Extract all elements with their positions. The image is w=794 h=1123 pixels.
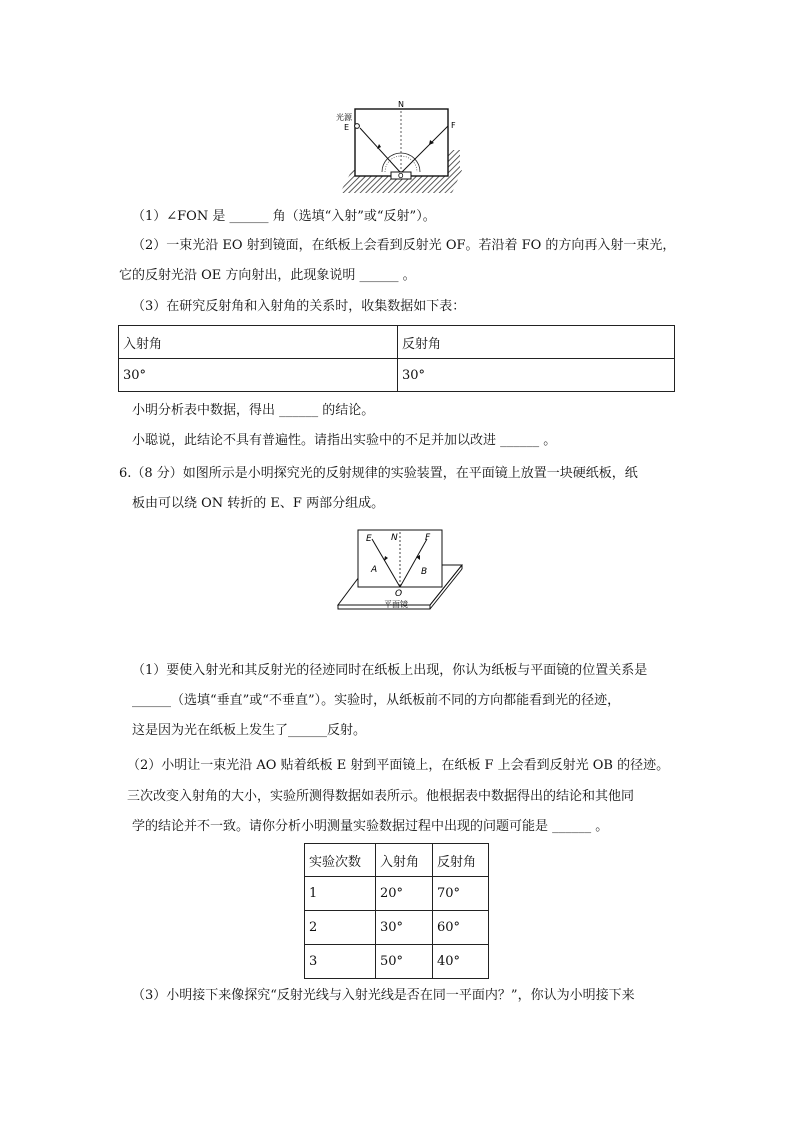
table-cell: 2 bbox=[305, 911, 376, 945]
q5-part2-line2: 它的反射光沿 OE 方向射出，此现象说明 ______ 。 bbox=[119, 268, 416, 283]
q5-part5: 小聪说，此结论不具有普遍性。请指出实验中的不足并加以改进 ______ 。 bbox=[132, 433, 557, 448]
table-cell: 30° bbox=[376, 911, 433, 945]
table-row bbox=[119, 359, 675, 392]
reflection-apparatus-figure-2 bbox=[334, 525, 464, 617]
table-cell: 40° bbox=[433, 945, 489, 979]
table-row bbox=[305, 911, 489, 945]
fig2-label-b: B bbox=[421, 567, 428, 577]
table-header-cell: 反射角 bbox=[398, 326, 675, 359]
table-cell: 1 bbox=[305, 877, 376, 911]
fig2-label-o: O bbox=[395, 589, 403, 599]
q6-part1-line3: 这是因为光在纸板上发生了______反射。 bbox=[132, 723, 367, 738]
q5-part3: （3）在研究反射角和入射角的关系时，收集数据如下表： bbox=[132, 299, 466, 314]
table-cell: 20° bbox=[376, 877, 433, 911]
table-header-cell: 入射角 bbox=[376, 844, 433, 877]
q5-part4: 小明分析表中数据，得出 ______ 的结论。 bbox=[132, 403, 375, 418]
fig1-label-n: N bbox=[398, 100, 404, 109]
q6-intro-line1: 6.（8 分）如图所示是小明探究光的反射规律的实验装置，在平面镜上放置一块硬纸板，纸 bbox=[119, 466, 638, 481]
table-cell: 60° bbox=[433, 911, 489, 945]
table-header-cell: 反射角 bbox=[433, 844, 489, 877]
q6-part1-line2: ______（选填“垂直”或“不垂直”）。实验时，从纸板前不同的方向都能看到光的径迹， bbox=[132, 693, 621, 708]
table-header-cell: 实验次数 bbox=[305, 844, 376, 877]
q6-part3: （3）小明接下来像探究“反射光线与入射光线是否在同一平面内？”，你认为小明接下来 bbox=[132, 988, 635, 1003]
table-cell: 30° bbox=[119, 359, 398, 392]
table-header-cell: 入射角 bbox=[119, 326, 398, 359]
q6-part2-line2: 三次改变入射角的大小，实验所测得数据如表所示。他根据表中数据得出的结论和其他同 bbox=[127, 789, 635, 804]
fig1-label-o: O bbox=[398, 172, 404, 180]
fig2-label-n: N bbox=[391, 533, 398, 543]
fig2-label-f: F bbox=[425, 533, 431, 543]
fig2-label-e: E bbox=[366, 534, 372, 544]
q6-part2-line3: 学的结论并不一致。请你分析小明测量实验数据过程中出现的问题可能是 ______ 。 bbox=[132, 819, 609, 834]
fig1-label-e: E bbox=[344, 123, 350, 132]
table-cell: 50° bbox=[376, 945, 433, 979]
q6-data-table bbox=[304, 843, 489, 979]
fig2-label-a: A bbox=[371, 565, 378, 575]
q5-part1: （1）∠FON 是 ______ 角（选填“入射”或“反射”）。 bbox=[132, 209, 436, 224]
q6-part1-line1: （1）要使入射光和其反射光的径迹同时在纸板上出现，你认为纸板与平面镜的位置关系是 bbox=[132, 663, 648, 678]
fig1-light-source-label: 光源 bbox=[336, 113, 352, 122]
q6-intro-line2: 板由可以绕 ON 转折的 E、F 两部分组成。 bbox=[132, 496, 385, 511]
q5-part2-line1: （2）一束光沿 EO 射到镜面，在纸板上会看到反射光 OF。若沿着 FO 的方向再入射一束光， bbox=[132, 238, 676, 253]
reflection-apparatus-figure-1 bbox=[330, 98, 465, 194]
table-cell: 3 bbox=[305, 945, 376, 979]
fig2-mirror-label: 平面镜 bbox=[384, 600, 408, 609]
q5-data-table bbox=[118, 325, 675, 392]
fig1-label-f: F bbox=[451, 121, 456, 130]
table-row bbox=[305, 877, 489, 911]
q6-part2-line1: （2）小明让一束光沿 AO 贴着纸板 E 射到平面镜上，在纸板 F 上会看到反射光 OB 的径迹。 bbox=[127, 758, 670, 773]
table-cell: 70° bbox=[433, 877, 489, 911]
table-row bbox=[305, 945, 489, 979]
table-cell: 30° bbox=[398, 359, 675, 392]
